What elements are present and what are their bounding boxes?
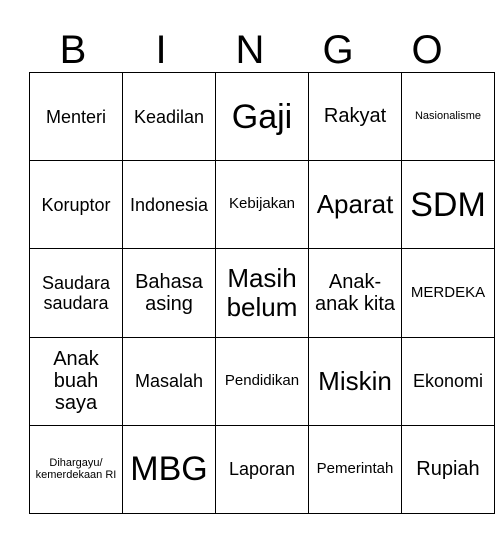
bingo-cell[interactable]: MBG (123, 425, 216, 513)
bingo-cell[interactable]: Dihargayu/ kemerdekaan RI (30, 425, 123, 513)
bingo-cell[interactable]: MERDEKA (402, 249, 495, 337)
bingo-row (30, 73, 495, 161)
bingo-cell[interactable]: Laporan (216, 425, 309, 513)
bingo-cell[interactable]: Aparat (309, 161, 402, 249)
bingo-cell[interactable]: Miskin (309, 337, 402, 425)
bingo-cell[interactable]: Anak-anak kita (309, 249, 402, 337)
bingo-cell[interactable]: Koruptor (30, 161, 123, 249)
header-letter-b: B (59, 28, 87, 72)
bingo-cell[interactable]: Keadilan (123, 73, 216, 161)
bingo-cell[interactable]: SDM (402, 161, 495, 249)
header-letter-n: N (235, 28, 265, 72)
bingo-cell[interactable]: Rupiah (402, 425, 495, 513)
bingo-row (30, 249, 495, 337)
bingo-row (30, 337, 495, 425)
header-letter-g: G (322, 28, 354, 72)
bingo-cell[interactable]: Saudara saudara (30, 249, 123, 337)
bingo-row (30, 161, 495, 249)
bingo-cell[interactable]: Menteri (30, 73, 123, 161)
bingo-row (30, 425, 495, 513)
bingo-cell[interactable]: Anak buah saya (30, 337, 123, 425)
bingo-cell[interactable]: Pendidikan (216, 337, 309, 425)
bingo-cell[interactable]: Nasionalisme (402, 73, 495, 161)
bingo-cell[interactable]: Indonesia (123, 161, 216, 249)
bingo-card-grid (29, 72, 495, 514)
bingo-cell[interactable]: Ekonomi (402, 337, 495, 425)
bingo-cell[interactable]: Gaji (216, 73, 309, 161)
header-letter-i: I (155, 28, 167, 72)
bingo-cell[interactable]: Masih belum (216, 249, 309, 337)
bingo-cell[interactable]: Masalah (123, 337, 216, 425)
bingo-cell[interactable]: Pemerintah (309, 425, 402, 513)
bingo-cell[interactable]: Bahasa asing (123, 249, 216, 337)
bingo-header (29, 28, 471, 72)
header-letter-o: O (411, 28, 443, 72)
bingo-cell[interactable]: Kebijakan (216, 161, 309, 249)
bingo-cell[interactable]: Rakyat (309, 73, 402, 161)
